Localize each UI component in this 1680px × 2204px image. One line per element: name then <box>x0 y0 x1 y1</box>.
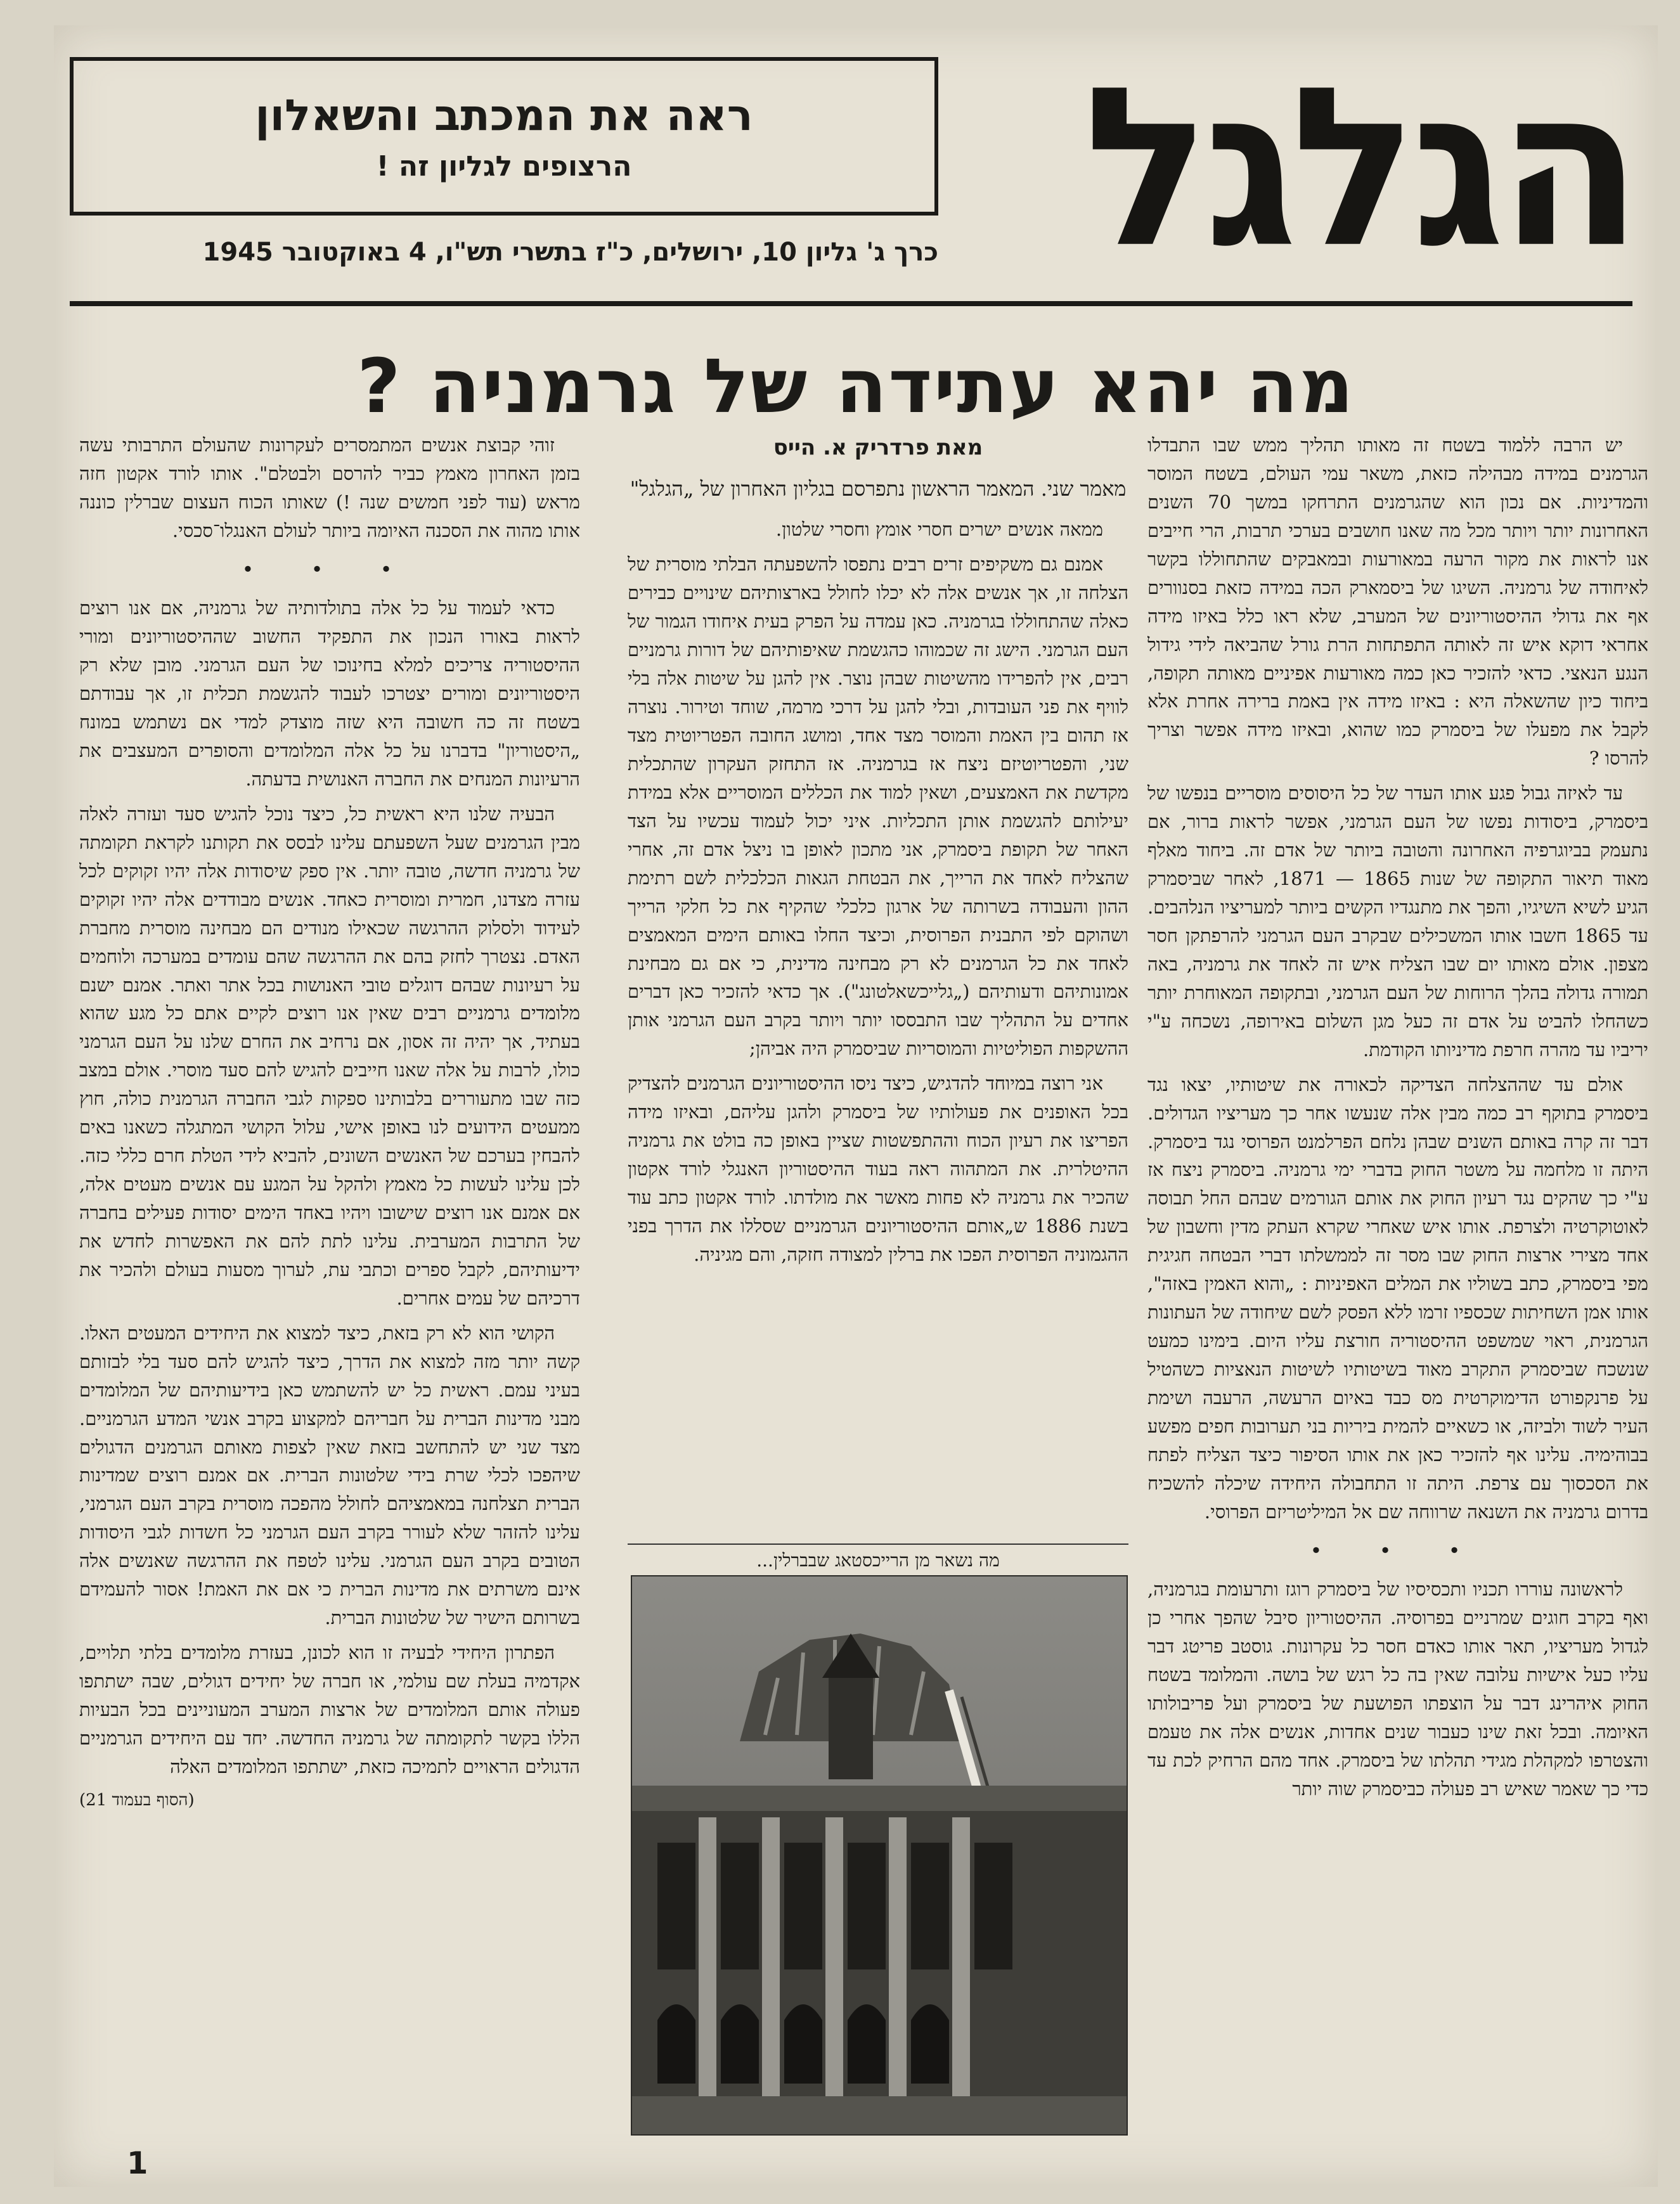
masthead <box>1083 40 1636 296</box>
byline: מאת פרדריק א. הייס <box>773 435 983 460</box>
article-subnote: מאמר שני. המאמר הראשון נתפרסם בגליון האחרון של „הגלגל" <box>630 476 1127 501</box>
masthead-rule <box>70 301 1632 306</box>
paragraph: הבעיה שלנו היא ראשית כל, כיצד נוכל להגיש סעד ועזרה לאלה מבין הגרמנים שעל השפעתם עלינו לבסס את תקותנו לקראת תקומתה של גרמניה חדשה, טובה יותר. אין ספק שיסודות אלה יהיו זקוקים לכל עזרה מצדנו, חמרית ומוסרית כאחד. אנשים מבודדים אלה יהיו זקוקים לעידוד ולסלוק ההרגשה שכאילו מנודים הם מבחינה מוסרית מחברת האדם. נצטרך לחזק בהם את ההרגשה שהם עומדים במערכה ולוחמים על רעיונות שבהם דוגלים טובי האנושות בכל אתר ואתר. אמנם ישנם מלומדים גרמניים רבים שאין אנו רוצים לקיים אתם כל מגע שהוא בעתיד, אך יהיה זה אסון, אם נרחיב את החרם שלנו על העם הגרמני כולו, לרבות על אלה שאנו חייבים להגיש להם סעד מוסרי. אולם במצב כזה שבו מתעוררים בלבותינו ספקות לגבי החברה הגרמנית כולה, חוץ ממעטים הידועים לנו באופן אישי, עלול הקושי המתגלה כשאנו באים להבחין בערכם של האנשים השונים, להביא לידי הטלת חרם כללי כזה. לכן עלינו לעשות כל מאמץ ולהקל על המגע עם אנשים מעטים אלה, אם אמנם אנו רוצים שישובו ויהיו באחד הימים יסודות פעילים בחברה של התרבות המערבית. עלינו לתת להם את האפשרות לחדש את ידיעותיהם, לקבל ספרים וכתבי עת, לערוך מסעות בעולם ולהכיר את דרכיהם של עמים אחרים. <box>79 802 580 1309</box>
paragraph: עד לאיזה גבול פגע אותו העדר של כל היסוסים מוסריים בנפשו של ביסמרק, ביסודות נפשו של העם הגרמני, אפשר לראות ברור, אם נתעמק בביוגרפיה האחרונה והטובה ביותר של אדם זה. ביחוד מאלף מאוד תיאור התקופה של שנות 1865 — 1871, לאחר שביסמרק הגיע לשיא השיגיו, והפך את מתנגדיו הקשים ביותר למעריציו הנלהבים. עד 1865 חשבו אותו המשכילים שבקרב העם הגרמני להרפתקן חסר מצפון. אולם מאותו יום שבו הצליח איש זה לאחד את גרמניה, באה תמורה גדולה בהלך הרוחות של העם הגרמני, ובתקופה המאוחרת יותר כשהחלו להביט על אדם זה כעל מגן השלום באירופה, נשכחה ע"י יריביו עד מהרה חרפת מדיניותו הקודמת. <box>1147 782 1648 1060</box>
column-middle <box>628 431 1128 1547</box>
separator: • • • <box>1310 1538 1486 1563</box>
reichstag-photo <box>631 1575 1128 2136</box>
paragraph: אני רוצה במיוחד להדגיש, כיצד ניסו ההיסטוריונים הגרמנים להצדיק בכל האופנים את פעולותיו של ביסמרק ולהגן עליהם, ובאיזו מידה הפריצו את רעיון הכוח וההתפשטות שציין באופן כה בולט את גרמניה ההיטלרית. את המתהוה ראה בעוד ההיסטוריון האנגלי לורד אקטון שהכיר את גרמניה לא פחות מאשר את מולדתו. לורד אקטון כתב עוד בשנת 1886 ש„אותם ההיסטוריונים הגרמניים שסללו את הדרך בפני ההגמוניה הפרוסית הפכו את ברלין למצודה חזקה, והם מגיניה. <box>628 1073 1128 1265</box>
notice-box <box>70 57 938 216</box>
paragraph: אולם עד שההצלחה הצדיקה לכאורה את שיטותיו, יצאו נגד ביסמרק בתוקף רב כמה מבין אלה שנעשו אחר כך מעריציו הגדולים. דבר זה קרה באותם השנים שבהן נלחם הפרלמנט הפרוסי נגד ביסמרק. היתה זו מלחמה על משטר החוק בדברי ימי גרמניה. ביסמרק ניצח אז ע"י כך שהקים נגד רעיון החוק את אותם הגורמים שבהם החל תבוסה לאוטוקרטיה ולצרפת. אותו איש שאחרי שקרא העתק מדין וחשבון של אחד מצירי ארצות החוק שבו מסר זה לממשלתו דברי הבטחה חגיגית מפי ביסמרק, כתב בשוליו את המלים האפיניות : „והוא האמין באזה", אותו אמן השחיתות שכספיו זרמו ללא הפסק לשם שיחודה של העתונות הגרמנית, ראוי שמשפט ההיסטוריה חורצת עליו היום. בימינו כמעט שנשכח שביסמרק התקרב מאוד בשיטותיו לשיטות הנאציות כשהטיל על פרנקפורט הדימוקרטית מס כבד באיום הרעשה, הרעבה ושימת העיר לשוד ולביזה, או כשאיים להמית ביריות בני תערובות חפים מפשע בבוהימיה. עלינו אף להזכיר כאן את אותו הסיפור כיצד הצליח לפתח את הסכסוך עם צרפת. היתה זו התחבולה היחידה שיכלה להשכיח בדרום גרמניה את השנאה שרווחה שם אל המיליטריזם הפרוסי. <box>1147 1073 1648 1523</box>
paragraph: לראשונה עוררו תכניו ותכסיסיו של ביסמרק רוגז ותרעומת בגרמניה, ואף בקרב חוגים שמרניים בפרוסיה. ההיסטוריון סיבל שהפך אחרי כן לגדול מעריציו, תאר אותו כאדם חסר כל עקרונות. גוסטב פריטג דבר עליו כעל אישיות עלובה שאין בה כל רגש של בושה. והמלומד בשטח החוק איהרינג דבר על הוצפתו הפושעת של ביסמרק ועל פריבולותו האיומה. ובכל זאת שינו כעבור שנים אחדות, אנשים אלה את טעמם והצטרפו למקהלת מגידי תהלתו של ביסמרק. אחד מהם הרחיק לכת עד כדי כך שאמר שאיש רב פעולה כביסמרק שוה יותר <box>1147 1578 1648 1800</box>
paragraph: ממאה אנשים ישרים חסרי אומץ וחסרי שלטון. <box>775 519 1103 541</box>
separator: • • • <box>242 557 418 581</box>
newspaper-page <box>54 25 1658 2187</box>
paragraph: אמנם גם משקיפים זרים רבים נתפסו להשפעתה הבלתי מוסרית של הצלחה זו, אך אנשים אלה לא יכלו לחולל בארצותיהם שינויים כבירים כאלה שהתחוללו בגרמניה. כאן עמדה על הפרק בעית איחודו הגמור של העם הגרמני. הישג זה שכמוהו כהגשמת שאיפותיהם של דורות גרמניים רבים, אין להפרידו מהשיטות שבהן נוצר. אין להגן על שיטות אלה בלי לוויף את פני העובדות, ובלי להגן על דרכי מרמה, שוחד וטירור. נוצרה אז תהום בין האמת והמוסר מצד אחד, ומושג החובה הפטריוטית מצד שני, והפטריוטיזם ניצח אז בגרמניה. אז התחזק העקרון שהתכלית מקדשת את האמצעים, ושאין למוד את הכללים המוסריים אלא במידת יעילותם להגשמת אותן התכליות. איני יכול לעמוד עכשיו על הצד האחר של תקופת ביסמרק, אני מתכון לאופן בו ניצל אדם זה, אחרי שהצליח לאחד את הרייך, את הבטחת הגאות הכלכלית לשם רתימת ההון והעבודה בשרותה של ארגון כלכלי שהקיף את כל חלקי הרייך ושהוקם לפי התבנית הפרוסית, וכיצד החלו באותם הימים המאמצים לאחד את כל הגרמנים לא רק מבחינה מדינית, כי אם גם מבחינת אמונותיהם ודעותיהם („גלייכשאלטונג"). אך כדאי להזכיר כאן דברים אחדים על התהליך שבו התבססו יותר ויותר בקרב העם הגרמני אותן ההשקפות הפוליטיות והמוסריות שביסמרק היה אביהן; <box>628 553 1128 1060</box>
paragraph: יש הרבה ללמוד בשטח זה מאותו תהליך ממש שבו התבדלו הגרמנים במידה מבהילה כזאת, משאר עמי העולם, בשטח המוסר והמדיניות. אם נכון הוא שהגרמנים התרחקו במשך 70 השנים האחרונות יותר ויותר מכל מה שאנו חושבים בערכי תרבות, הרי חייבים אנו לראות את מקור הרעה במאורעות ובמאבקים שהתחוללו בקשר לאיחודה של גרמניה. השיגו של ביסמארק הכה במידה כזאת בסנוורים אף את גדולי ההיסטוריונים של המערב, שלא ראו כלל באיזו מידה אחראי דוקא איש זה לאותה התפתחות הרת גורל שהביאה לידי גידול הנגע הנאצי. כדאי להזכיר כאן כמה מאורעות אפיניים מאותה תקופה, ביחוד כיון שהשאלה היא : באיזו מידה אין באמת ברירה אחרת אלא לקבל את מפעלו של ביסמרק כמו שהוא, ובאיזו מידה אפשר וצריך להרסו ? <box>1147 434 1648 770</box>
paragraph: הקושי הוא לא רק בזאת, כיצד למצוא את היחידים המעטים האלו. קשה יותר מזה למצוא את הדרך, כיצד להגיש להם סעד בלי לבזותם בעיני עמם. ראשית כל יש להשתמש כאן בידיעותיהם של המלומדים מבני מדינות הברית על חבריהם למקצוע בקרב אנשי המדע הגרמניים. מצד שני יש להתחשב בזאת שאין לצפות מאותם הגרמנים הדגולים שיהפכו לכלי שרת בידי שלטונות הברית. אם אמנם רוצים שמדינות הברית תצלחנה במאמציהם לחולל מהפכה מוסרית בקרב העם הגרמני, עלינו להזהר שלא לעורר בקרב העם הגרמני כל חשדות לגבי היסודות הטובים בקרב העם הגרמני. עלינו לטפח את ההרגשה שאנשים אלה אינם משרתים את מדינות הברית כי אם את האמת! אסור להעמידם בשרותם הישיר של שלטונות הברית. <box>79 1322 580 1629</box>
photo-caption: מה נשאר מן הרייכסטאג שבברלין... <box>628 1543 1128 1571</box>
notice-line-1: ראה את המכתב והשאלון <box>255 90 753 141</box>
reichstag-ruins-image <box>632 1576 1127 2134</box>
continued-note: (הסוף בעמוד 21) <box>79 1790 195 1810</box>
paragraph: כדאי לעמוד על כל אלה בתולדותיה של גרמניה, אם אנו רוצים לראות באורו הנכון את התפקיד החשוב שההיסטוריונים ומורי ההיסטוריה צריכים למלא בחינוכו של העם הגרמני. מובן שלא רק היסטוריונים ומורים יצטרכו לעבוד להגשמת תכלית זו, אך עבודתם בשטח זה כה חשובה היא שזה מוצדק למדי אם נשתמש במונח „היסטוריון" בדברנו על כל אלה המלומדים והסופרים המעצבים את הרעיונות המנחים את החברה האנושית בדעתה. <box>79 597 580 790</box>
notice-line-2: הרצופים לגליון זה ! <box>376 150 632 183</box>
issue-line: כרך ג' גליון 10, ירושלים, כ"ז בתשרי תש"ו, 4 באוקטובר 1945 <box>202 238 938 267</box>
column-right <box>1147 431 1648 2168</box>
headline: מה יהא עתידה של גרמניה ? <box>357 342 1355 430</box>
page-number: 1 <box>127 2146 148 2181</box>
masthead-logo: הגלגל <box>1083 40 1636 296</box>
paragraph: הפתרון היחידי לבעיה זו הוא לכונן, בעזרת מלומדים בלתי תלויים, אקדמיה בעלת שם עולמי, או חברה של יחידים דגולים, שבה ישתתפו פעולה אותם המלומדים של ארצות המערב המעוניינים בכל הבעיות הללו בקשר לתקומתה של גרמניה החדשה. יחד עם היחידים הגרמניים הדגולים הראויים לתמיכה כזאת, ישתתפו המלומדים האלה <box>79 1642 580 1777</box>
paragraph: זוהי קבוצת אנשים המתמסרים לעקרונות שהעולם התרבותי עשה בזמן האחרון מאמץ כביר להרסם ולבטלם". אותו לורד אקטון חזה מראש (עוד לפני חמשים שנה !) שאותו הכוח העצום שברלין כוננה אותו מהוה את הסכנה האיומה ביותר לעולם האנגלו־סכסי. <box>79 434 580 541</box>
column-left <box>79 431 580 2155</box>
